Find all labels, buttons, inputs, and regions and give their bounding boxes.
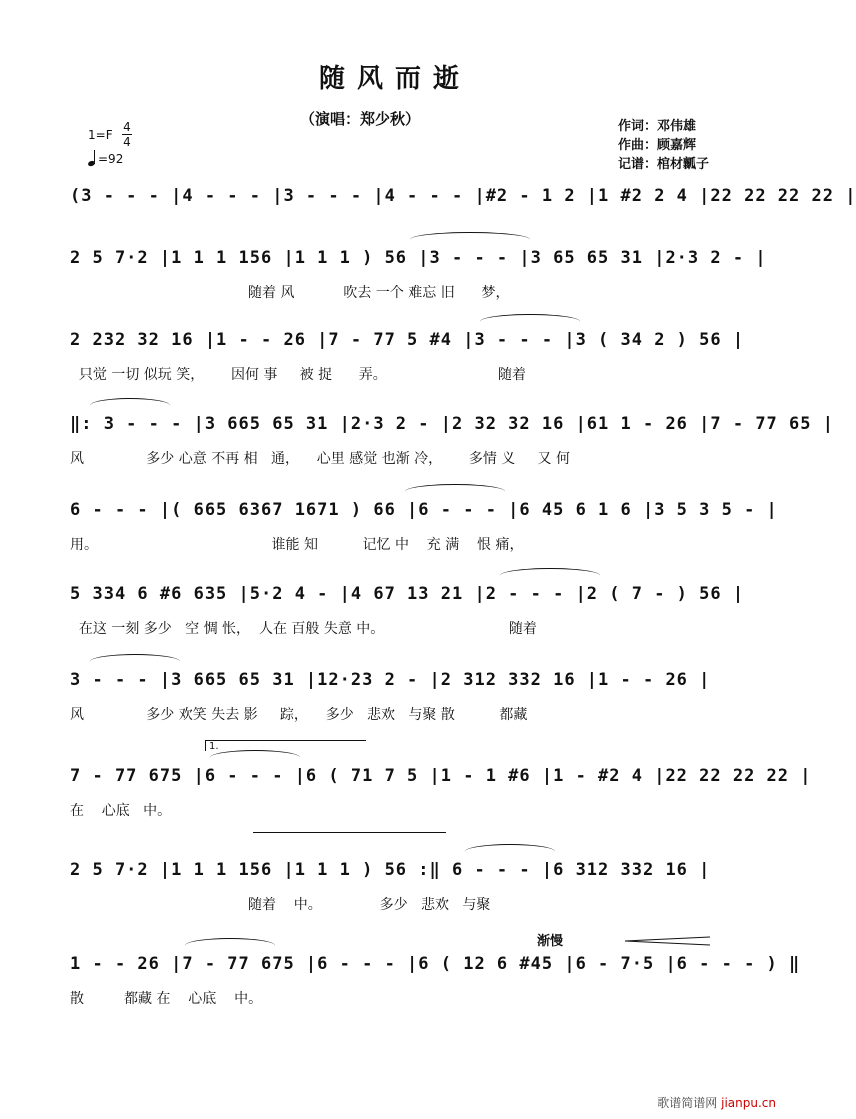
- notes-line: 3 - - - |3 665 65 31 |12·23 2 - |2 312 332 16 |1 - - 26 |: [70, 670, 711, 690]
- notes-line: (3 - - - |4 - - - |3 - - - |4 - - - |#2 - 1 2 |1 #2 2 4 |22 22 22 22 |: [70, 186, 856, 206]
- lyrics-line: 风 多少 心意 不再 相 通， 心里 感觉 也渐 冷， 多情 义 又 何: [70, 451, 571, 467]
- composer-credit: 作曲：顾嘉辉: [618, 138, 697, 153]
- notes-line: 5 334 6 #6 635 |5·2 4 - |4 67 13 21 |2 - - - |2 ( 7 - ) 56 |: [70, 584, 745, 604]
- ending-label: 1.: [209, 741, 219, 752]
- time-signature: [122, 120, 132, 149]
- notes-line: 2 5 7·2 |1 1 1 156 |1 1 1 ) 56 :‖ 6 - - - |6 312 332 16 |: [70, 860, 711, 880]
- score-line-2: [70, 244, 767, 324]
- score-line-9: [70, 856, 730, 936]
- credits-block: [618, 117, 709, 174]
- watermark-url: jianpu.cn: [721, 1096, 776, 1110]
- key-signature: 1=F: [88, 128, 113, 142]
- time-signature-top: 4: [123, 120, 131, 134]
- time-signature-bottom: 4: [123, 135, 131, 149]
- tempo-change-marking: 渐慢: [537, 934, 564, 949]
- score-line-6: [70, 580, 745, 660]
- lyrics-line: 用。 谁能 知 记忆 中 充 满 恨 痛，: [70, 537, 524, 553]
- lyrics-line: 散 都藏 在 心底 中。: [70, 991, 263, 1007]
- transcriber-credit: 记谱：棺材瓤子: [618, 157, 710, 172]
- singer-credit: （演唱：郑少秋）: [300, 110, 421, 128]
- score-line-3: [70, 326, 745, 406]
- lyrics-line: 风 多少 欢笑 失去 影 踪， 多少 悲欢 与聚 散 都藏: [70, 707, 528, 723]
- notes-line: 2 5 7·2 |1 1 1 156 |1 1 1 ) 56 |3 - - - |3 65 65 31 |2·3 2 - |: [70, 248, 767, 268]
- lyrics-line: 在 心底 中。: [70, 803, 172, 819]
- lyrics-line: 随着 中。 多少 悲欢 与聚: [70, 897, 491, 913]
- lyrics-line: 随着 风 吹去 一个 难忘 旧 梦，: [70, 285, 510, 301]
- notes-line: 7 - 77 675 |6 - - - |6 ( 71 7 5 |1 - 1 #6 |1 - #2 4 |22 22 22 22 |: [70, 766, 812, 786]
- score-line-4: [70, 410, 834, 490]
- lyrics-line: [70, 220, 730, 242]
- score-line-5: [70, 496, 778, 576]
- notes-line: 6 - - - |( 665 6367 1671 ) 66 |6 - - - |6 45 6 1 6 |3 5 3 5 - |: [70, 500, 778, 520]
- watermark-site: 歌谱简谱网: [657, 1096, 718, 1110]
- lyrics-line: 只觉 一切 似玩 笑， 因何 事 被 捉 弄。 随着: [70, 367, 527, 383]
- notes-line: 2 232 32 16 |1 - - 26 |7 - 77 5 #4 |3 - - - |3 ( 34 2 ) 56 |: [70, 330, 745, 350]
- score-line-8: [70, 762, 812, 842]
- decrescendo-icon: [625, 936, 710, 946]
- first-ending-bracket: [205, 740, 366, 751]
- notes-line: ‖: 3 - - - |3 665 65 31 |2·3 2 - |2 32 32 16 |61 1 - 26 |7 - 77 65 |: [70, 414, 834, 434]
- song-title: 随风而逝: [318, 64, 471, 94]
- score-line-10: [70, 950, 801, 1030]
- lyrics-line: 在这 一刻 多少 空 惆 怅， 人在 百般 失意 中。 随着: [70, 621, 537, 637]
- tempo-value: =92: [98, 152, 124, 166]
- repeat-bracket: [253, 832, 446, 833]
- quarter-note-icon: [88, 150, 98, 166]
- watermark: [657, 1094, 776, 1111]
- score-line-7: [70, 666, 730, 746]
- notes-line: 1 - - 26 |7 - 77 675 |6 - - - |6 ( 12 6 #45 |6 - 7·5 |6 - - - ) ‖: [70, 954, 801, 974]
- lyricist-credit: 作词：邓伟雄: [618, 119, 697, 134]
- tempo-marking: [88, 150, 123, 166]
